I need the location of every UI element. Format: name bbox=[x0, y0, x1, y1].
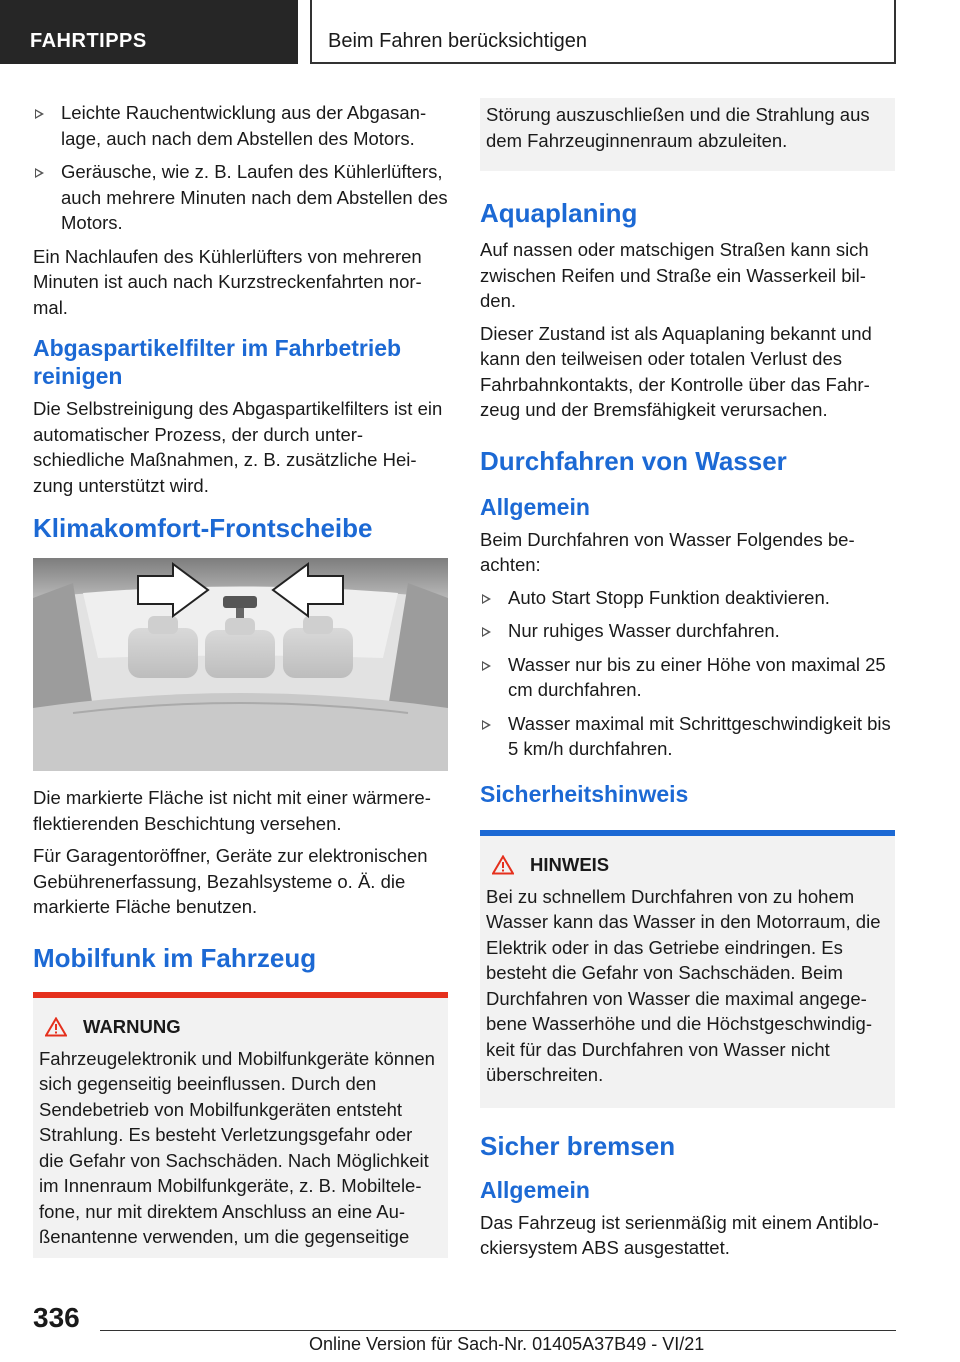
warning-box bbox=[33, 992, 448, 1258]
notice-title: HINWEIS bbox=[530, 853, 610, 875]
list-item: Wasser nur bis zu einer Höhe von maximal 25 cm durchfahren. bbox=[480, 652, 895, 703]
warning-title: WARNUNG bbox=[83, 1015, 181, 1037]
heading-safety-note: Sicherheitshinweis bbox=[480, 780, 689, 807]
triangle-bullet-icon bbox=[482, 594, 491, 604]
warning-text-continued: Störung auszuschließen und die Strahlung aus dem Fahrzeuginnenraum abzuleiten. bbox=[486, 104, 870, 151]
triangle-bullet-icon bbox=[35, 168, 44, 178]
paragraph-water-intro: Beim Durchfahren von Wasser Folgendes beachten: bbox=[480, 528, 855, 575]
triangle-bullet-icon bbox=[482, 720, 491, 730]
warning-text: Fahrzeugelektronik und Mobilfunkgeräte können sich gegenseitig beeinflussen. Durch den Sendebetrieb von Mobilfunkgeräten entsteht Strahlung. Es besteht Verletzungsgefahr oder die Gefahr von Sachschäden. Nach Möglichkeit im Innenraum Mobilfunkgeräte, z. B. Mobiltelefone, nur mit direktem Anschluss an eine Außenantenne verwenden, um die gegenseitige bbox=[39, 1047, 435, 1247]
paragraph-windshield-coating: Die markierte Fläche ist nicht mit einer wärmereflektierenden Beschichtung versehen. bbox=[33, 787, 431, 834]
list-item: Geräusche, wie z. B. Laufen des Kühlerlüfters, auch mehrere Minuten nach dem Abstellen des Motors. bbox=[33, 159, 448, 236]
warning-box-continued bbox=[480, 98, 895, 171]
list-item: Leichte Rauchentwicklung aus der Abgasanlage, auch nach dem Abstellen des Motors. bbox=[33, 100, 448, 151]
paragraph-braking: Das Fahrzeug ist serienmäßig mit einem Antiblockiersystem ABS ausgestattet. bbox=[480, 1211, 879, 1258]
list-item: Nur ruhiges Wasser durchfahren. bbox=[480, 618, 895, 644]
triangle-bullet-icon bbox=[35, 109, 44, 119]
heading-general-braking: Allgemein bbox=[480, 1176, 590, 1203]
paragraph-windshield-usage: Für Garagentoröffner, Geräte zur elektronischen Gebührenerfassung, Bezahlsysteme o. Ä. die markierte Fläche benutzen. bbox=[33, 845, 428, 917]
heading-general-water: Allgemein bbox=[480, 493, 590, 520]
warning-triangle-icon bbox=[492, 855, 514, 875]
right-column bbox=[480, 100, 895, 1268]
car-interior-illustration bbox=[33, 558, 448, 771]
heading-particle-filter: Abgaspartikelfilter im Fahrbetrieb reinigen bbox=[33, 335, 402, 389]
list-item: Wasser maximal mit Schrittgeschwindigkeit bis 5 km/h durchfahren. bbox=[480, 711, 895, 762]
paragraph-particle-filter: Die Selbstreinigung des Abgaspartikelfilters ist ein automatischer Prozess, der durch unterschiedliche Maßnahmen, z. B. zusätzliche Heizung unterstützt wird. bbox=[33, 398, 443, 496]
chapter-title: Beim Fahren berücksichtigen bbox=[310, 0, 896, 64]
bullet-list-water bbox=[480, 585, 895, 762]
left-column bbox=[33, 100, 448, 1258]
heading-safe-braking: Sicher bremsen bbox=[480, 1130, 676, 1161]
heading-windshield: Klimakomfort-Frontscheibe bbox=[33, 513, 373, 543]
warning-triangle-icon bbox=[45, 1017, 67, 1037]
page-header bbox=[0, 0, 960, 64]
windshield-photo bbox=[33, 558, 448, 771]
triangle-bullet-icon bbox=[482, 627, 491, 637]
paragraph-cooling-fan: Ein Nachlaufen des Kühlerlüfters von mehreren Minuten ist auch nach Kurzstreckenfahrten normal. bbox=[33, 245, 422, 318]
paragraph-aquaplaning-2: Dieser Zustand ist als Aquaplaning bekannt und kann den teilweisen oder totalen Verlust des Fahrbahnkontakts, der Kontrolle über das Fahrzeug und der Bremsfähigkeit verursachen. bbox=[480, 322, 872, 420]
heading-mobile-phones: Mobilfunk im Fahrzeug bbox=[33, 942, 317, 973]
notice-text: Bei zu schnellem Durchfahren von zu hohem Wasser kann das Wasser in den Motorraum, die Elektrik oder in das Getriebe eindringen. Es besteht die Gefahr von Sachschäden. Beim Durchfahren von Wasser die maximal angegebene Wasserhöhe und die Höchstgeschwindigkeit für das Durchfahren von Wasser nicht überschreiten. bbox=[486, 885, 881, 1085]
footer-divider bbox=[100, 1330, 896, 1331]
paragraph-aquaplaning-1: Auf nassen oder matschigen Straßen kann sich zwischen Reifen und Straße ein Wasserkeil bilden. bbox=[480, 239, 869, 311]
heading-water-crossing: Durchfahren von Wasser bbox=[480, 445, 787, 476]
bullet-list-emissions bbox=[33, 100, 448, 236]
section-tab: FAHRTIPPS bbox=[0, 0, 298, 64]
notice-box bbox=[480, 830, 895, 1108]
list-item: Auto Start Stopp Funktion deaktivieren. bbox=[480, 585, 895, 611]
page-number: 336 bbox=[33, 1302, 80, 1333]
footer-version: Online Version für Sach-Nr. 01405A37B49 - VI/21 bbox=[309, 1334, 705, 1354]
heading-aquaplaning: Aquaplaning bbox=[480, 198, 638, 228]
triangle-bullet-icon bbox=[482, 661, 491, 671]
